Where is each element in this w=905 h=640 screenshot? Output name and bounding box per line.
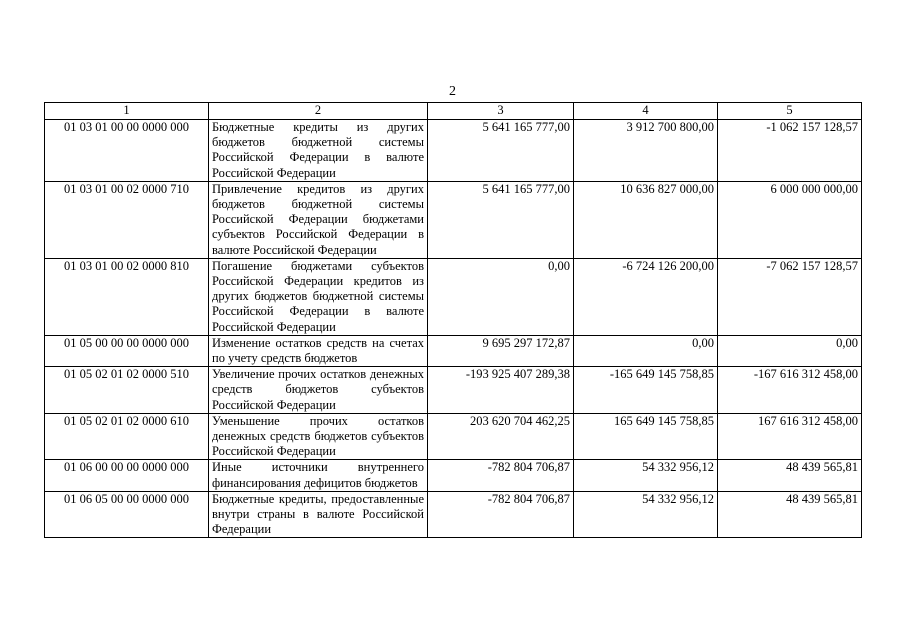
row-value-4: -6 724 126 200,00: [574, 258, 718, 335]
column-header-3: 3: [428, 103, 574, 120]
table-row: [45, 367, 862, 414]
row-name: Уменьшение прочих остатков денежных средств бюджетов субъектов Российской Федерации: [209, 413, 428, 460]
row-code: 01 05 00 00 00 0000 000: [45, 335, 209, 366]
table-header-row: [45, 103, 862, 120]
row-name: Бюджетные кредиты из других бюджетов бюджетной системы Российской Федерации в валюте Российской Федерации: [209, 120, 428, 182]
row-value-4: 54 332 956,12: [574, 491, 718, 538]
table-row: [45, 335, 862, 366]
row-value-4: 10 636 827 000,00: [574, 181, 718, 258]
row-value-3: 5 641 165 777,00: [428, 120, 574, 182]
row-value-3: -782 804 706,87: [428, 491, 574, 538]
row-value-3: 9 695 297 172,87: [428, 335, 574, 366]
row-code: 01 03 01 00 02 0000 710: [45, 181, 209, 258]
row-value-5: -167 616 312 458,00: [718, 367, 862, 414]
column-header-4: 4: [574, 103, 718, 120]
row-value-4: 165 649 145 758,85: [574, 413, 718, 460]
table-row: [45, 413, 862, 460]
row-value-5: -7 062 157 128,57: [718, 258, 862, 335]
table-row: [45, 258, 862, 335]
row-name: Бюджетные кредиты, предоставленные внутри страны в валюте Российской Федерации: [209, 491, 428, 538]
row-value-5: 0,00: [718, 335, 862, 366]
row-value-4: 3 912 700 800,00: [574, 120, 718, 182]
budget-sources-table: [44, 102, 862, 538]
table-row: [45, 181, 862, 258]
row-value-5: 48 439 565,81: [718, 460, 862, 491]
row-value-3: -193 925 407 289,38: [428, 367, 574, 414]
row-value-4: 0,00: [574, 335, 718, 366]
row-value-4: 54 332 956,12: [574, 460, 718, 491]
row-value-5: 48 439 565,81: [718, 491, 862, 538]
row-code: 01 03 01 00 00 0000 000: [45, 120, 209, 182]
row-name: Погашение бюджетами субъектов Российской Федерации кредитов из других бюджетов бюджетной системы Российской Федерации в валюте Российской Федерации: [209, 258, 428, 335]
column-header-5: 5: [718, 103, 862, 120]
row-code: 01 06 00 00 00 0000 000: [45, 460, 209, 491]
column-header-1: 1: [45, 103, 209, 120]
row-code: 01 05 02 01 02 0000 610: [45, 413, 209, 460]
row-value-5: -1 062 157 128,57: [718, 120, 862, 182]
row-value-3: 0,00: [428, 258, 574, 335]
row-code: 01 06 05 00 00 0000 000: [45, 491, 209, 538]
row-value-5: 167 616 312 458,00: [718, 413, 862, 460]
row-name: Изменение остатков средств на счетах по учету средств бюджетов: [209, 335, 428, 366]
column-header-2: 2: [209, 103, 428, 120]
page-number: 2: [449, 84, 456, 99]
row-name: Увеличение прочих остатков денежных средств бюджетов субъектов Российской Федерации: [209, 367, 428, 414]
row-name: Привлечение кредитов из других бюджетов бюджетной системы Российской Федерации бюджетами субъектов Российской Федерации в валюте Российской Федерации: [209, 181, 428, 258]
row-name: Иные источники внутреннего финансирования дефицитов бюджетов: [209, 460, 428, 491]
row-value-4: -165 649 145 758,85: [574, 367, 718, 414]
row-value-5: 6 000 000 000,00: [718, 181, 862, 258]
row-value-3: 203 620 704 462,25: [428, 413, 574, 460]
row-code: 01 05 02 01 02 0000 510: [45, 367, 209, 414]
table-row: [45, 460, 862, 491]
row-code: 01 03 01 00 02 0000 810: [45, 258, 209, 335]
table-row: [45, 491, 862, 538]
table-row: [45, 120, 862, 182]
row-value-3: 5 641 165 777,00: [428, 181, 574, 258]
row-value-3: -782 804 706,87: [428, 460, 574, 491]
